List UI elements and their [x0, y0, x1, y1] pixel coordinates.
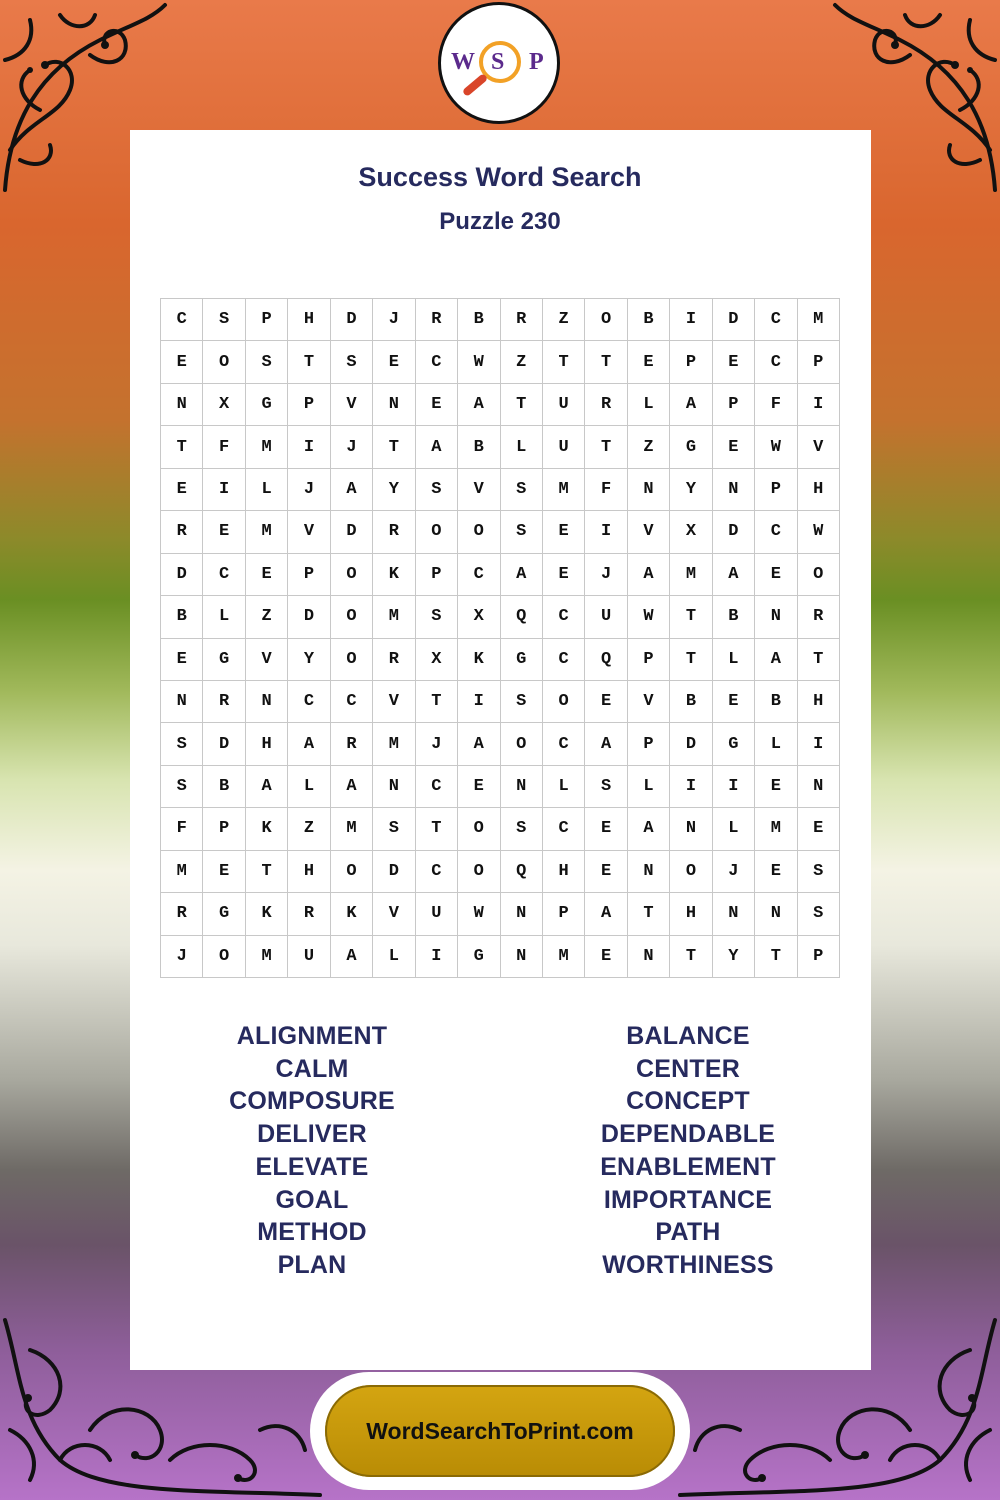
grid-cell[interactable]: L	[713, 639, 755, 681]
grid-cell[interactable]: E	[755, 766, 797, 808]
grid-cell[interactable]: P	[798, 341, 840, 383]
grid-cell[interactable]: E	[713, 426, 755, 468]
grid-cell[interactable]: L	[628, 384, 670, 426]
grid-cell[interactable]: X	[458, 596, 500, 638]
grid-cell[interactable]: O	[458, 851, 500, 893]
grid-cell[interactable]: M	[543, 936, 585, 978]
grid-cell[interactable]: Q	[501, 596, 543, 638]
grid-cell[interactable]: O	[458, 511, 500, 553]
grid-cell[interactable]: E	[161, 341, 203, 383]
grid-cell[interactable]: M	[670, 554, 712, 596]
grid-cell[interactable]: F	[755, 384, 797, 426]
grid-cell[interactable]: C	[755, 299, 797, 341]
word-list-item: PATH	[655, 1218, 721, 1247]
grid-cell[interactable]: V	[628, 681, 670, 723]
grid-cell[interactable]: C	[203, 554, 245, 596]
grid-cell[interactable]: S	[203, 299, 245, 341]
puzzle-number: Puzzle 230	[439, 208, 561, 235]
grid-cell[interactable]: M	[798, 299, 840, 341]
grid-cell[interactable]: N	[246, 681, 288, 723]
grid-cell[interactable]: E	[798, 808, 840, 850]
grid-cell[interactable]: T	[670, 936, 712, 978]
grid-cell[interactable]: I	[713, 766, 755, 808]
grid-cell[interactable]: H	[798, 681, 840, 723]
grid-cell[interactable]: Z	[543, 299, 585, 341]
grid-cell[interactable]: I	[203, 469, 245, 511]
grid-cell[interactable]: U	[543, 426, 585, 468]
grid-cell[interactable]: M	[246, 936, 288, 978]
grid-cell[interactable]: E	[585, 681, 627, 723]
grid-cell[interactable]: H	[798, 469, 840, 511]
grid-cell[interactable]: N	[373, 766, 415, 808]
grid-cell[interactable]: T	[416, 681, 458, 723]
grid-cell[interactable]: A	[288, 723, 330, 765]
grid-cell[interactable]: M	[246, 426, 288, 468]
grid-cell[interactable]: M	[161, 851, 203, 893]
grid-cell[interactable]: K	[458, 639, 500, 681]
grid-cell[interactable]: P	[246, 299, 288, 341]
word-list-item: IMPORTANCE	[603, 1185, 773, 1214]
grid-cell[interactable]: E	[373, 341, 415, 383]
grid-cell[interactable]: E	[585, 851, 627, 893]
grid-cell[interactable]: D	[331, 299, 373, 341]
grid-cell[interactable]: Q	[585, 639, 627, 681]
grid-cell[interactable]: N	[755, 596, 797, 638]
grid-cell[interactable]: E	[755, 851, 797, 893]
grid-cell[interactable]: V	[288, 511, 330, 553]
grid-cell[interactable]: O	[458, 808, 500, 850]
grid-cell[interactable]: B	[203, 766, 245, 808]
grid-cell[interactable]: W	[628, 596, 670, 638]
grid-cell[interactable]: E	[161, 639, 203, 681]
grid-cell[interactable]: N	[798, 766, 840, 808]
grid-cell[interactable]: K	[246, 893, 288, 935]
grid-cell[interactable]: S	[501, 681, 543, 723]
grid-cell[interactable]: K	[373, 554, 415, 596]
page-title: Success Word Search	[358, 162, 642, 192]
word-list-item: CENTER	[636, 1054, 740, 1083]
grid-cell[interactable]: A	[458, 384, 500, 426]
grid-cell[interactable]: T	[585, 426, 627, 468]
grid-cell[interactable]: L	[246, 469, 288, 511]
grid-cell[interactable]: E	[203, 851, 245, 893]
grid-cell[interactable]: A	[713, 554, 755, 596]
grid-cell[interactable]: N	[501, 936, 543, 978]
grid-cell[interactable]: E	[543, 511, 585, 553]
grid-cell[interactable]: N	[161, 681, 203, 723]
grid-cell[interactable]: N	[713, 469, 755, 511]
grid-cell[interactable]: E	[161, 469, 203, 511]
grid-cell[interactable]: V	[628, 511, 670, 553]
word-list-item: WORTHINESS	[602, 1250, 774, 1279]
grid-cell[interactable]: T	[543, 341, 585, 383]
grid-cell[interactable]: S	[501, 469, 543, 511]
grid-cell[interactable]: P	[713, 384, 755, 426]
grid-cell[interactable]: A	[585, 723, 627, 765]
grid-cell[interactable]: Z	[246, 596, 288, 638]
grid-cell[interactable]: A	[331, 936, 373, 978]
grid-cell[interactable]: S	[161, 723, 203, 765]
grid-cell[interactable]: A	[416, 426, 458, 468]
grid-cell[interactable]: V	[373, 893, 415, 935]
grid-cell[interactable]: O	[331, 554, 373, 596]
grid-cell[interactable]: M	[246, 511, 288, 553]
grid-cell[interactable]: E	[755, 554, 797, 596]
wsp-logo	[438, 2, 560, 124]
grid-cell[interactable]: D	[713, 511, 755, 553]
word-list-item: ELEVATE	[255, 1152, 369, 1181]
grid-cell[interactable]: A	[458, 723, 500, 765]
grid-cell[interactable]: P	[288, 554, 330, 596]
grid-cell[interactable]: S	[501, 808, 543, 850]
grid-cell[interactable]: W	[755, 426, 797, 468]
grid-cell[interactable]: L	[713, 808, 755, 850]
grid-cell[interactable]: R	[203, 681, 245, 723]
grid-cell[interactable]: X	[670, 511, 712, 553]
grid-cell[interactable]: O	[670, 851, 712, 893]
grid-cell[interactable]: V	[331, 384, 373, 426]
grid-cell[interactable]: G	[713, 723, 755, 765]
grid-cell[interactable]: C	[543, 723, 585, 765]
grid-cell[interactable]: R	[798, 596, 840, 638]
logo-letter-w: W	[451, 49, 475, 75]
grid-cell[interactable]: R	[373, 511, 415, 553]
grid-cell[interactable]: R	[288, 893, 330, 935]
word-list-left	[162, 1020, 462, 1282]
grid-cell[interactable]: G	[203, 639, 245, 681]
grid-cell[interactable]: U	[543, 384, 585, 426]
grid-cell[interactable]: G	[458, 936, 500, 978]
grid-cell[interactable]: L	[203, 596, 245, 638]
grid-cell[interactable]: T	[670, 596, 712, 638]
grid-cell[interactable]: A	[755, 639, 797, 681]
grid-cell[interactable]: T	[373, 426, 415, 468]
grid-cell[interactable]: E	[246, 554, 288, 596]
grid-cell[interactable]: W	[458, 893, 500, 935]
grid-cell[interactable]: I	[798, 723, 840, 765]
grid-cell[interactable]: D	[203, 723, 245, 765]
grid-cell[interactable]: O	[331, 851, 373, 893]
grid-cell[interactable]: A	[501, 554, 543, 596]
grid-cell[interactable]: S	[246, 341, 288, 383]
grid-cell[interactable]: M	[373, 596, 415, 638]
word-list-item: BALANCE	[626, 1022, 750, 1050]
grid-cell[interactable]: J	[161, 936, 203, 978]
grid-cell[interactable]: J	[416, 723, 458, 765]
grid-cell[interactable]: N	[713, 893, 755, 935]
grid-cell[interactable]: D	[331, 511, 373, 553]
grid-cell[interactable]: A	[628, 808, 670, 850]
grid-cell[interactable]: R	[161, 893, 203, 935]
grid-cell[interactable]: D	[161, 554, 203, 596]
grid-cell[interactable]: C	[755, 511, 797, 553]
grid-cell[interactable]: G	[203, 893, 245, 935]
grid-cell[interactable]: A	[331, 469, 373, 511]
grid-cell[interactable]: O	[543, 681, 585, 723]
grid-cell[interactable]: R	[585, 384, 627, 426]
grid-cell[interactable]: S	[798, 851, 840, 893]
grid-cell[interactable]: M	[543, 469, 585, 511]
grid-cell[interactable]: Y	[373, 469, 415, 511]
grid-cell[interactable]: B	[713, 596, 755, 638]
grid-cell[interactable]: P	[798, 936, 840, 978]
grid-cell[interactable]: C	[755, 341, 797, 383]
grid-cell[interactable]: T	[670, 639, 712, 681]
grid-cell[interactable]: O	[331, 639, 373, 681]
grid-cell[interactable]: V	[798, 426, 840, 468]
grid-cell[interactable]: S	[373, 808, 415, 850]
grid-cell[interactable]: J	[331, 426, 373, 468]
grid-cell[interactable]: P	[543, 893, 585, 935]
grid-cell[interactable]: L	[628, 766, 670, 808]
grid-cell[interactable]: B	[670, 681, 712, 723]
grid-cell[interactable]: O	[416, 511, 458, 553]
grid-cell[interactable]: P	[416, 554, 458, 596]
grid-cell[interactable]: E	[416, 384, 458, 426]
grid-cell[interactable]: L	[288, 766, 330, 808]
grid-cell[interactable]: I	[288, 426, 330, 468]
grid-cell[interactable]: O	[585, 299, 627, 341]
grid-cell[interactable]: M	[755, 808, 797, 850]
grid-cell[interactable]: E	[713, 341, 755, 383]
grid-cell[interactable]: N	[628, 936, 670, 978]
grid-cell[interactable]: T	[246, 851, 288, 893]
grid-cell[interactable]: R	[161, 511, 203, 553]
word-list-item: DELIVER	[257, 1120, 367, 1149]
grid-cell[interactable]: S	[331, 341, 373, 383]
grid-cell[interactable]: Y	[288, 639, 330, 681]
grid-cell[interactable]: P	[288, 384, 330, 426]
grid-cell[interactable]: H	[246, 723, 288, 765]
grid-cell[interactable]: O	[501, 723, 543, 765]
grid-cell[interactable]: K	[246, 808, 288, 850]
grid-cell[interactable]: P	[628, 639, 670, 681]
grid-cell[interactable]: N	[501, 766, 543, 808]
grid-cell[interactable]: H	[543, 851, 585, 893]
grid-cell[interactable]: T	[585, 341, 627, 383]
grid-cell[interactable]: Z	[501, 341, 543, 383]
grid-cell[interactable]: C	[543, 639, 585, 681]
grid-cell[interactable]: W	[458, 341, 500, 383]
website-link-button[interactable]: WordSearchToPrint.com	[325, 1385, 675, 1477]
grid-cell[interactable]: E	[713, 681, 755, 723]
grid-cell[interactable]: A	[628, 554, 670, 596]
grid-cell[interactable]: U	[416, 893, 458, 935]
grid-cell[interactable]: K	[331, 893, 373, 935]
grid-cell[interactable]: N	[628, 851, 670, 893]
grid-cell[interactable]: T	[755, 936, 797, 978]
grid-cell[interactable]: D	[288, 596, 330, 638]
grid-cell[interactable]: I	[585, 511, 627, 553]
grid-cell[interactable]: Y	[713, 936, 755, 978]
grid-cell[interactable]: R	[373, 639, 415, 681]
grid-cell[interactable]: U	[585, 596, 627, 638]
grid-cell[interactable]: E	[543, 554, 585, 596]
grid-cell[interactable]: N	[670, 808, 712, 850]
grid-cell[interactable]: C	[288, 681, 330, 723]
grid-cell[interactable]: P	[755, 469, 797, 511]
grid-cell[interactable]: C	[458, 554, 500, 596]
grid-cell[interactable]: S	[416, 596, 458, 638]
grid-cell[interactable]: O	[203, 341, 245, 383]
magnifier-handle	[462, 73, 489, 97]
grid-cell[interactable]: H	[288, 851, 330, 893]
word-list-item: ENABLEMENT	[600, 1152, 776, 1181]
logo-letter-p: P	[529, 49, 544, 75]
grid-cell[interactable]: J	[713, 851, 755, 893]
grid-cell[interactable]: N	[628, 469, 670, 511]
grid-cell[interactable]: D	[670, 723, 712, 765]
grid-cell[interactable]: R	[416, 299, 458, 341]
grid-cell[interactable]: B	[458, 299, 500, 341]
grid-cell[interactable]: C	[543, 808, 585, 850]
grid-cell[interactable]: T	[798, 639, 840, 681]
grid-cell[interactable]: T	[501, 384, 543, 426]
grid-cell[interactable]: M	[331, 808, 373, 850]
logo-letter-s: S	[491, 49, 505, 75]
grid-cell[interactable]: C	[331, 681, 373, 723]
grid-cell[interactable]: J	[288, 469, 330, 511]
word-list-right	[538, 1020, 838, 1282]
grid-cell[interactable]: A	[246, 766, 288, 808]
grid-cell[interactable]: C	[416, 341, 458, 383]
grid-cell[interactable]: L	[543, 766, 585, 808]
grid-cell[interactable]: H	[670, 893, 712, 935]
grid-cell[interactable]: M	[373, 723, 415, 765]
grid-cell[interactable]: C	[161, 299, 203, 341]
grid-cell[interactable]: A	[331, 766, 373, 808]
grid-cell[interactable]: B	[755, 681, 797, 723]
grid-cell[interactable]: F	[203, 426, 245, 468]
grid-cell[interactable]: O	[331, 596, 373, 638]
grid-cell[interactable]: V	[246, 639, 288, 681]
grid-cell[interactable]: V	[373, 681, 415, 723]
grid-cell[interactable]: F	[161, 808, 203, 850]
grid-cell[interactable]: N	[755, 893, 797, 935]
grid-cell[interactable]: B	[628, 299, 670, 341]
grid-cell[interactable]: E	[585, 936, 627, 978]
grid-cell[interactable]: S	[416, 469, 458, 511]
grid-cell[interactable]: A	[585, 893, 627, 935]
grid-cell[interactable]: L	[755, 723, 797, 765]
grid-cell[interactable]: G	[246, 384, 288, 426]
grid-cell[interactable]: X	[416, 639, 458, 681]
grid-cell[interactable]: G	[501, 639, 543, 681]
grid-cell[interactable]: J	[373, 299, 415, 341]
grid-cell[interactable]: U	[288, 936, 330, 978]
grid-cell[interactable]: E	[203, 511, 245, 553]
grid-cell[interactable]: I	[458, 681, 500, 723]
grid-cell[interactable]: P	[203, 808, 245, 850]
grid-cell[interactable]: Q	[501, 851, 543, 893]
grid-cell[interactable]: A	[670, 384, 712, 426]
grid-cell[interactable]: E	[585, 808, 627, 850]
grid-cell[interactable]: N	[161, 384, 203, 426]
grid-cell[interactable]: H	[288, 299, 330, 341]
grid-cell[interactable]: R	[331, 723, 373, 765]
grid-cell[interactable]: B	[161, 596, 203, 638]
grid-cell[interactable]: P	[628, 723, 670, 765]
grid-cell[interactable]: S	[501, 511, 543, 553]
word-list-item: COMPOSURE	[229, 1087, 395, 1116]
grid-cell[interactable]: W	[798, 511, 840, 553]
word-list-item: DEPENDABLE	[600, 1120, 776, 1149]
grid-cell[interactable]: L	[373, 936, 415, 978]
word-list-item: GOAL	[275, 1185, 349, 1214]
grid-cell[interactable]: I	[670, 299, 712, 341]
grid-cell[interactable]: Z	[288, 808, 330, 850]
grid-cell[interactable]: C	[416, 766, 458, 808]
grid-cell[interactable]: Y	[670, 469, 712, 511]
grid-cell[interactable]: J	[585, 554, 627, 596]
grid-cell[interactable]: Z	[628, 426, 670, 468]
grid-cell[interactable]: S	[585, 766, 627, 808]
grid-cell[interactable]: E	[458, 766, 500, 808]
grid-cell[interactable]: T	[161, 426, 203, 468]
grid-cell[interactable]: N	[501, 893, 543, 935]
grid-cell[interactable]: S	[798, 893, 840, 935]
grid-cell[interactable]: E	[628, 341, 670, 383]
grid-cell[interactable]: P	[670, 341, 712, 383]
grid-cell[interactable]: C	[543, 596, 585, 638]
letter-grid	[160, 298, 840, 978]
grid-cell[interactable]: I	[798, 384, 840, 426]
grid-cell[interactable]: D	[373, 851, 415, 893]
grid-cell[interactable]: N	[373, 384, 415, 426]
grid-cell[interactable]: D	[713, 299, 755, 341]
grid-cell[interactable]: I	[670, 766, 712, 808]
word-list-item: ALIGNMENT	[236, 1022, 388, 1050]
grid-cell[interactable]: T	[416, 808, 458, 850]
grid-cell[interactable]: C	[416, 851, 458, 893]
grid-cell[interactable]: V	[458, 469, 500, 511]
grid-cell[interactable]: I	[416, 936, 458, 978]
grid-cell[interactable]: O	[798, 554, 840, 596]
grid-cell[interactable]: F	[585, 469, 627, 511]
word-list-item: CONCEPT	[626, 1087, 750, 1116]
grid-cell[interactable]: R	[501, 299, 543, 341]
grid-cell[interactable]: T	[288, 341, 330, 383]
grid-cell[interactable]: S	[161, 766, 203, 808]
grid-cell[interactable]: O	[203, 936, 245, 978]
word-list-item: CALM	[275, 1054, 349, 1083]
grid-cell[interactable]: X	[203, 384, 245, 426]
grid-cell[interactable]: T	[628, 893, 670, 935]
grid-cell[interactable]: G	[670, 426, 712, 468]
grid-cell[interactable]: B	[458, 426, 500, 468]
word-list-item: METHOD	[257, 1218, 367, 1247]
word-list-item: PLAN	[277, 1250, 347, 1279]
grid-cell[interactable]: L	[501, 426, 543, 468]
